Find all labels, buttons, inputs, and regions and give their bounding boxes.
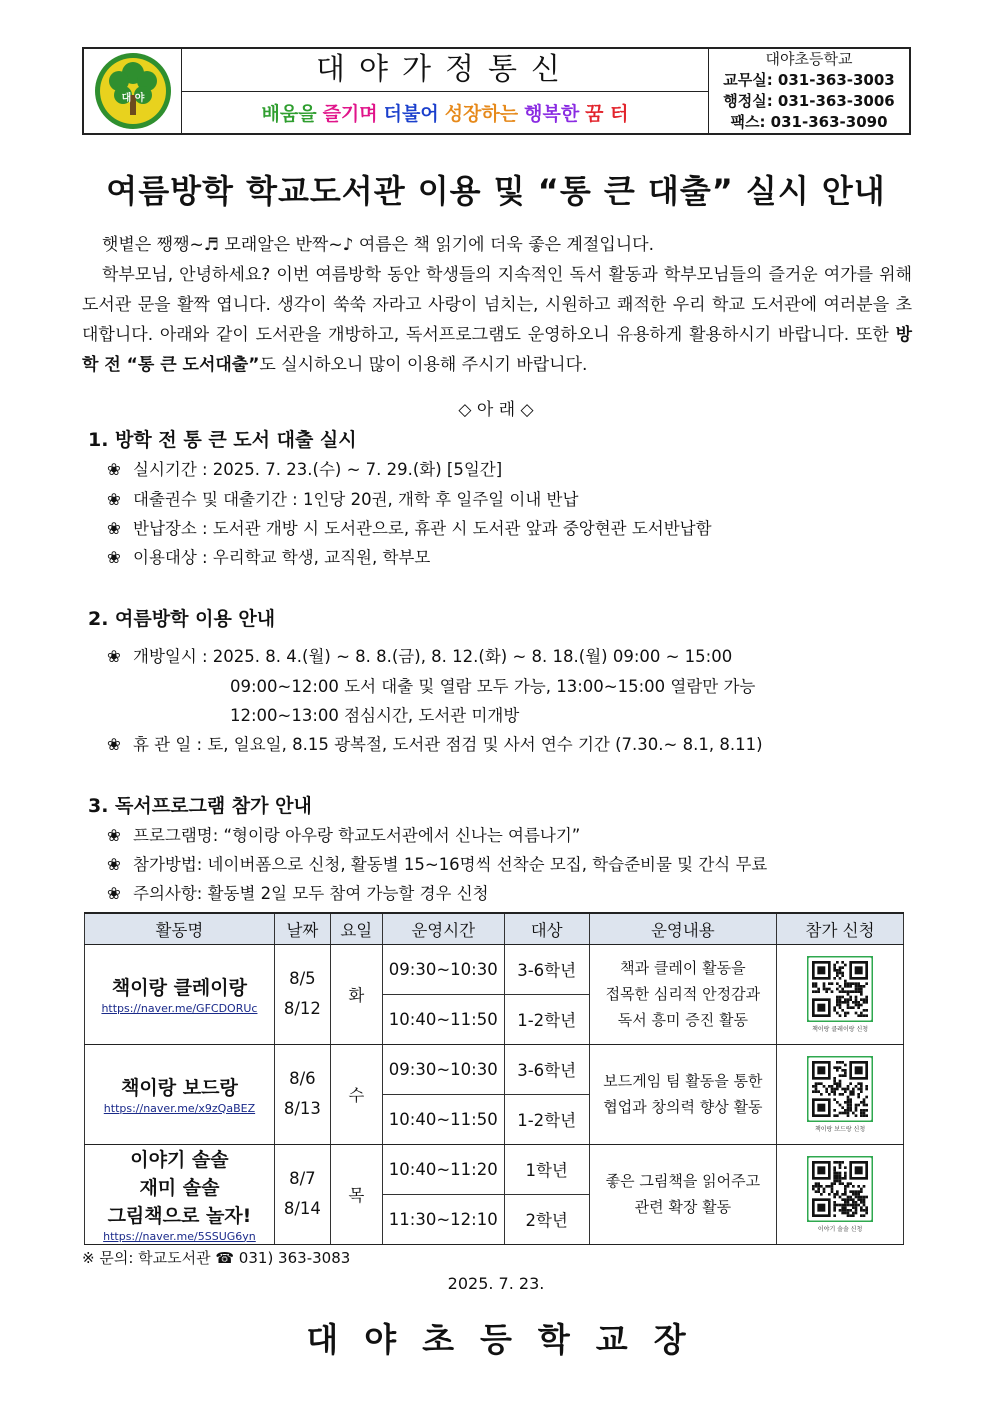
date-text: 8/13 [283,1099,321,1118]
flower-bullet-icon: ❀ [107,647,121,666]
activity-name: 책이랑 보드랑 [121,1076,238,1099]
date-cell [274,1144,330,1244]
column-header: 참가 신청 [777,913,904,944]
target-cell: 3-6학년 [504,1044,589,1094]
date-cell [274,944,330,1044]
intro-line-1: 햇볕은 쨍쨍~♬ 모래알은 반짝~♪ 여름은 책 읽기에 더욱 좋은 계절입니다. [102,235,655,255]
flower-bullet-icon: ❀ [107,490,121,509]
flower-bullet-icon: ❀ [107,826,121,845]
school-motto [182,92,708,133]
column-header: 운영내용 [589,913,777,944]
qr-code-icon[interactable] [807,1056,873,1122]
motto-word: 꿈 터 [585,103,629,125]
time-cell: 10:40~11:20 [382,1144,504,1194]
qr-code-icon[interactable] [807,1156,873,1222]
date-text: 8/7 [289,1169,316,1188]
signup-cell [777,1144,904,1244]
school-logo [84,49,182,133]
qr-caption: 책이랑 클레이랑 신청 [812,1025,869,1033]
date-text: 8/6 [289,1069,316,1088]
school-contact [709,49,909,133]
newsletter-title: 대야가정통신 [182,49,708,92]
activity-cell [85,944,275,1044]
table-row [85,1044,904,1094]
intro-body: 학부모님, 안녕하세요? 이번 여름방학 동안 학생들의 지속적인 독서 활동과 학부모님들의 즐거운 여가를 위해 도서관 문을 활짝 엽니다. 생각이 쑥쑥 자라고 사랑이 넘치는, 시원하고 쾌적한 우리 학교 도서관에 여러분을 초대합니다. 아래와 같이 도서관을 개방하고, 독서프로그램도 운영하오니 유용하게 활용하시기 바랍니다. 또한 방학 전 “통 큰 도서대출”도 실시하오니 많이 이용해 주시기 바랍니다. [82,265,912,375]
inquiry-note: ※ 문의: 학교도서관 ☎ 031) 363-3083 [82,1249,351,1267]
section-1-heading: 1. 방학 전 통 큰 도서 대출 실시 [88,429,357,451]
phone-admin: 행정실: 031-363-3006 [723,92,895,110]
content-line: 좋은 그림책을 읽어주고 [605,1172,761,1190]
section-3-heading: 3. 독서프로그램 참가 안내 [88,795,312,817]
activity-name: 그림책으로 놀자! [107,1204,252,1227]
column-header: 대상 [504,913,589,944]
column-header: 활동명 [85,913,275,944]
school-emblem-icon [93,51,173,131]
activity-cell [85,1044,275,1144]
weekday-cell: 화 [330,944,382,1044]
date-text: 8/14 [283,1199,321,1218]
activity-name: 재미 솔솔 [139,1176,220,1199]
section-3-item: ❀ 참가방법: 네이버폼으로 신청, 활동별 15~16명씩 선착순 모집, 학습준비물 및 간식 무료 [107,850,767,880]
svg-text:대 야: 대 야 [121,93,144,104]
activity-name: 이야기 솔솔 [130,1148,229,1171]
time-cell: 09:30~10:30 [382,944,504,994]
content-line: 협업과 창의력 향상 활동 [603,1098,763,1116]
activity-name: 책이랑 클레이랑 [111,976,247,999]
notice-heading: ◇ 아 래 ◇ [458,400,534,420]
section-1-item: ❀ 실시기간 : 2025. 7. 23.(수) ~ 7. 29.(화) [5일간] [107,455,502,485]
time-cell: 10:40~11:50 [382,1094,504,1144]
column-header: 날짜 [274,913,330,944]
content-line: 보드게임 팀 활동을 통한 [603,1072,763,1090]
target-cell: 1학년 [504,1144,589,1194]
principal-signature: 대야초등학교장 [306,1320,712,1359]
date-text: 8/5 [289,969,316,988]
flower-bullet-icon: ❀ [107,735,121,754]
content-line: 책과 클레이 활동을 [620,959,746,977]
content-line: 접목한 심리적 안정감과 [605,985,761,1003]
section-2-lunch-detail: 12:00~13:00 점심시간, 도서관 미개방 [230,706,520,725]
column-header: 운영시간 [382,913,504,944]
content-cell [589,1044,777,1144]
section-1-item: ❀ 대출권수 및 대출기간 : 1인당 20권, 개학 후 일주일 이내 반납 [107,485,578,515]
table-row [85,1144,904,1194]
flower-bullet-icon: ❀ [107,548,121,567]
table-header-row [85,913,904,944]
time-cell: 11:30~12:10 [382,1194,504,1244]
time-cell: 09:30~10:30 [382,1044,504,1094]
school-name: 대야초등학교 [765,50,853,68]
flower-bullet-icon: ❀ [107,460,121,479]
section-1-item: ❀ 이용대상 : 우리학교 학생, 교직원, 학부모 [107,543,430,573]
date-cell [274,1044,330,1144]
activity-link[interactable]: https://naver.me/GFCDORUc [101,1001,258,1015]
motto-word: 성장하는 [444,103,519,125]
content-cell [589,944,777,1044]
section-2-closed-days: ❀ 휴 관 일 : 토, 일요일, 8.15 광복절, 도서관 점검 및 사서 연수 기간 (7.30.~ 8.1, 8.11) [107,730,763,760]
motto-word: 배움을 [261,103,317,125]
flower-bullet-icon: ❀ [107,884,121,903]
motto-word: 즐기며 [322,103,378,125]
qr-caption: 이야기 솔솔 신청 [817,1225,863,1233]
weekday-cell: 수 [330,1044,382,1144]
qr-code-icon[interactable] [807,956,873,1022]
qr-caption: 책이랑 보드랑 신청 [814,1125,866,1133]
content-cell [589,1144,777,1244]
time-cell: 10:40~11:50 [382,994,504,1044]
table-row [85,944,904,994]
flower-bullet-icon: ❀ [107,519,121,538]
intro-paragraph [82,230,912,380]
date-text: 8/12 [283,999,321,1018]
column-header: 요일 [330,913,382,944]
section-3-item: ❀ 프로그램명: “형이랑 아우랑 학교도서관에서 신나는 여름나기” [107,821,580,851]
motto-word: 더불어 [383,103,439,125]
issue-date: 2025. 7. 23. [447,1274,545,1293]
flower-bullet-icon: ❀ [107,855,121,874]
intro-bold-text: 방학 전 “통 큰 도서대출” [82,325,912,375]
section-2-heading: 2. 여름방학 이용 안내 [88,608,276,630]
activity-link[interactable]: https://naver.me/x9zQaBEZ [103,1101,256,1115]
target-cell: 2학년 [504,1194,589,1244]
section-3-item: ❀ 주의사항: 활동별 2일 모두 참여 가능할 경우 신청 [107,879,489,909]
signup-cell [777,1044,904,1144]
document-title: 여름방학 학교도서관 이용 및 “통 큰 대출” 실시 안내 [106,172,886,210]
newsletter-header [82,47,911,135]
signup-cell [777,944,904,1044]
content-line: 독서 흥미 증진 활동 [617,1011,748,1029]
target-cell: 3-6학년 [504,944,589,994]
section-2-open-hours: ❀ 개방일시 : 2025. 8. 4.(월) ~ 8. 8.(금), 8. 12.(화) ~ 8. 18.(월) 09:00 ~ 15:00 [107,642,732,672]
program-table [84,912,904,1245]
weekday-cell: 목 [330,1144,382,1244]
section-2-open-detail: 09:00~12:00 도서 대출 및 열람 모두 가능, 13:00~15:00 열람만 가능 [230,677,756,696]
activity-cell [85,1144,275,1244]
motto-word: 행복한 [524,103,580,125]
section-1-item: ❀ 반납장소 : 도서관 개방 시 도서관으로, 휴관 시 도서관 앞과 중앙현관 도서반납함 [107,514,712,544]
target-cell: 1-2학년 [504,994,589,1044]
phone-office: 교무실: 031-363-3003 [723,71,895,89]
target-cell: 1-2학년 [504,1094,589,1144]
fax-number: 팩스: 031-363-3090 [730,113,888,131]
activity-link[interactable]: https://naver.me/5SSUG6yn [103,1229,256,1243]
content-line: 관련 확장 활동 [634,1198,732,1216]
